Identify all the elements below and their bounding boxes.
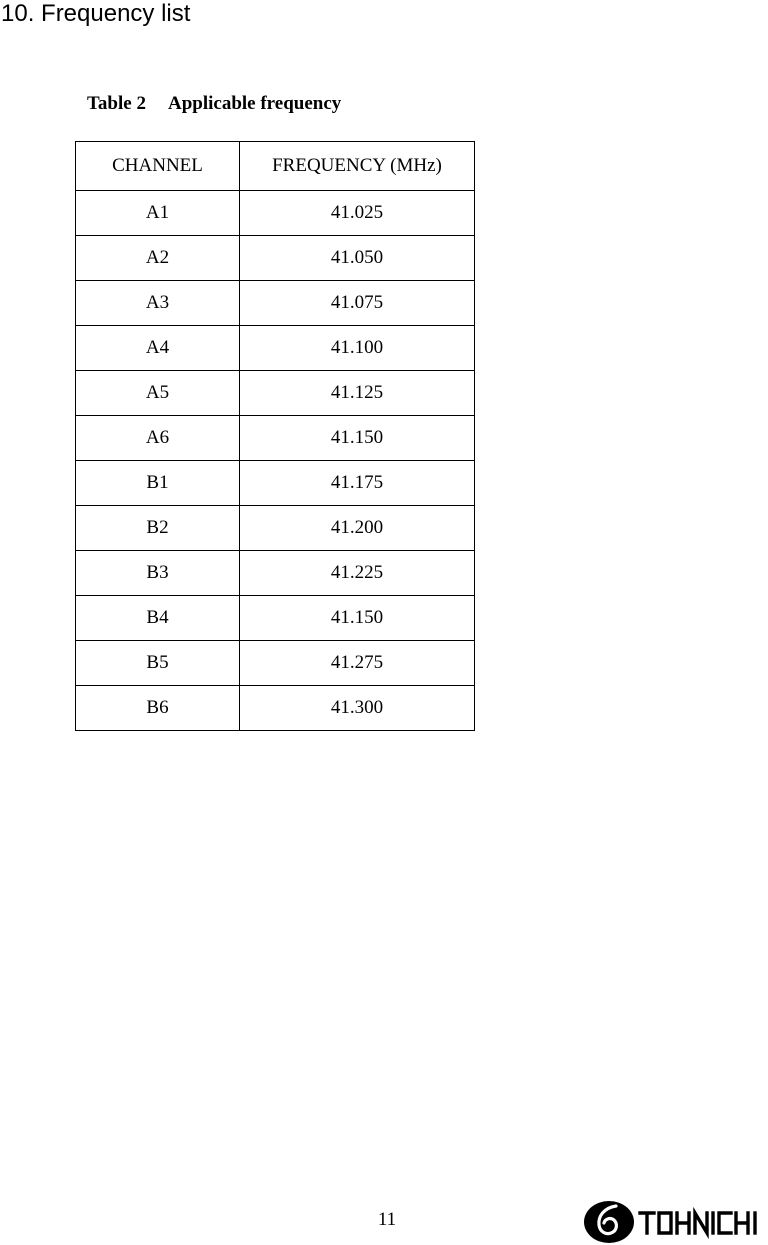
channel-cell: A1 — [76, 191, 240, 236]
table-caption — [87, 92, 341, 116]
table-row — [76, 506, 475, 551]
table-row — [76, 641, 475, 686]
frequency-cell: 41.025 — [240, 191, 475, 236]
header-frequency: FREQUENCY (MHz) — [240, 142, 475, 191]
table-row — [76, 371, 475, 416]
channel-cell: A4 — [76, 326, 240, 371]
frequency-cell: 41.050 — [240, 236, 475, 281]
page-number: 11 — [377, 1209, 397, 1230]
section-heading: 10. Frequency list — [1, 0, 191, 27]
channel-cell: A2 — [76, 236, 240, 281]
frequency-cell: 41.100 — [240, 326, 475, 371]
frequency-table — [75, 141, 475, 731]
frequency-cell: 41.150 — [240, 596, 475, 641]
tohnichi-wordmark — [640, 1213, 755, 1233]
frequency-cell: 41.075 — [240, 281, 475, 326]
channel-cell: B2 — [76, 506, 240, 551]
table-row — [76, 686, 475, 731]
table-row — [76, 596, 475, 641]
frequency-cell: 41.150 — [240, 416, 475, 461]
tohnichi-swirl-icon — [584, 1201, 634, 1243]
table-row — [76, 551, 475, 596]
channel-cell: A3 — [76, 281, 240, 326]
table-row — [76, 191, 475, 236]
table-header-row — [76, 142, 475, 191]
header-channel: CHANNEL — [76, 142, 240, 191]
table-row — [76, 281, 475, 326]
frequency-cell: 41.200 — [240, 506, 475, 551]
frequency-cell: 41.175 — [240, 461, 475, 506]
tohnichi-logo — [582, 1196, 768, 1244]
frequency-cell: 41.275 — [240, 641, 475, 686]
channel-cell: B6 — [76, 686, 240, 731]
table-row — [76, 461, 475, 506]
channel-cell: A5 — [76, 371, 240, 416]
channel-cell: B5 — [76, 641, 240, 686]
channel-cell: B3 — [76, 551, 240, 596]
frequency-cell: 41.300 — [240, 686, 475, 731]
channel-cell: B4 — [76, 596, 240, 641]
channel-cell: B1 — [76, 461, 240, 506]
frequency-cell: 41.125 — [240, 371, 475, 416]
frequency-cell: 41.225 — [240, 551, 475, 596]
table-row — [76, 326, 475, 371]
table-row — [76, 236, 475, 281]
channel-cell: A6 — [76, 416, 240, 461]
table-caption-label: Table 2 — [87, 93, 146, 114]
table-row — [76, 416, 475, 461]
table-caption-title: Applicable frequency — [167, 93, 342, 114]
